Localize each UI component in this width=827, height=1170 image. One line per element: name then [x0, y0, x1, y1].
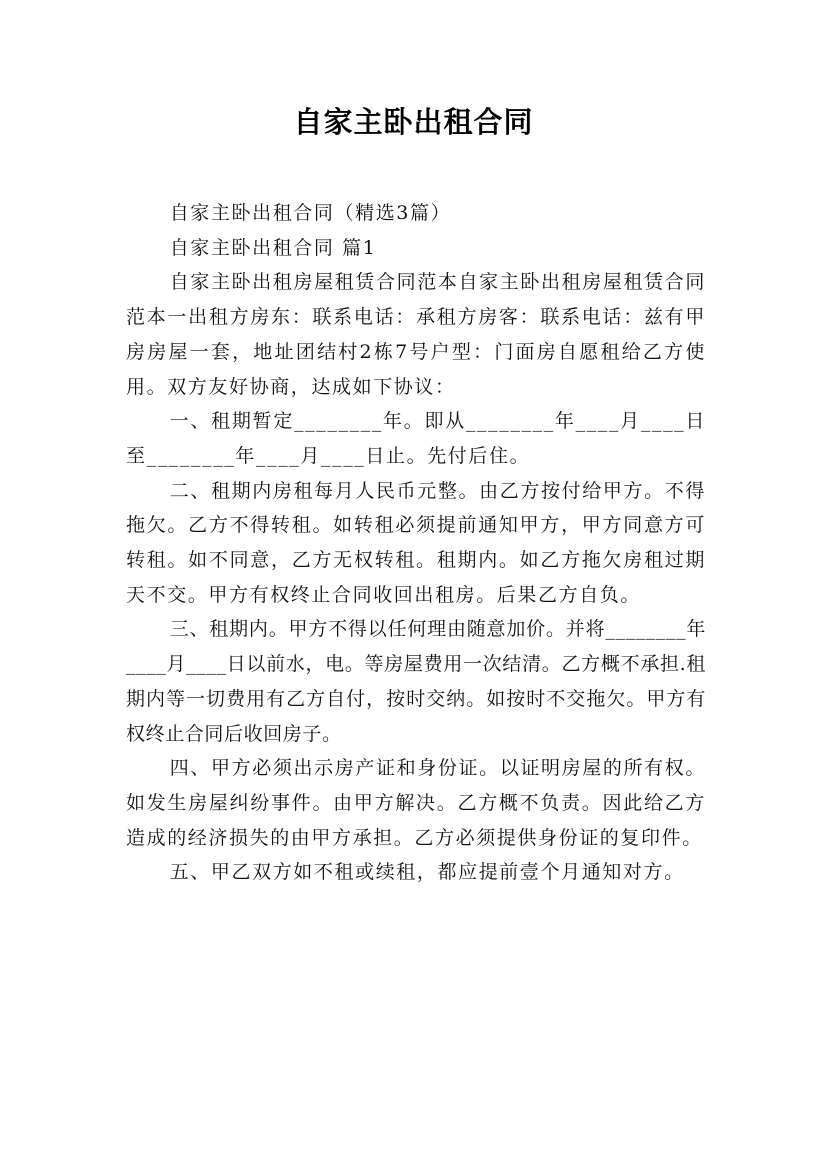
document-title: 自家主卧出租合同 — [293, 105, 534, 139]
paragraph-clause-1: 一、租期暂定________年。即从________年____月____日至________年____月____日止。先付后住。 — [126, 410, 706, 467]
paragraph-clause-2: 二、租期内房租每月人民币元整。由乙方按付给甲方。不得拖欠。乙方不得转租。如转租必须提前通知甲方，甲方同意方可转租。如不同意，乙方无权转租。租期内。如乙方拖欠房租过期天不交。甲方有权终止合同收回出租房。后果乙方自负。 — [126, 479, 706, 606]
paragraph-clause-5: 五、甲乙双方如不租或续租，都应提前壹个月通知对方。 — [169, 861, 685, 884]
document-body — [126, 196, 706, 890]
paragraph-section-heading: 自家主卧出租合同 篇1 — [169, 236, 377, 259]
paragraph-subtitle: 自家主卧出租合同（精选3篇） — [169, 202, 452, 224]
paragraph-clause-3: 三、租期内。甲方不得以任何理由随意加价。并将________年____月____日以前水，电。等房屋费用一次结清。乙方概不承担.租期内等一切费用有乙方自付，按时交纳。如按时不交拖欠。甲方有权终止合同后收回房子。 — [126, 618, 706, 745]
paragraph-intro: 自家主卧出租房屋租赁合同范本自家主卧出租房屋租赁合同范本一出租方房东：联系电话：承租方房客：联系电话：兹有甲房房屋一套，地址团结村2栋7号户型：门面房自愿租给乙方使用。双方友好协商，达成如下协议： — [126, 271, 706, 398]
paragraph-clause-4: 四、甲方必须出示房产证和身份证。以证明房屋的所有权。如发生房屋纠纷事件。由甲方解决。乙方概不负责。因此给乙方造成的经济损失的由甲方承担。乙方必须提供身份证的复印件。 — [126, 757, 706, 849]
